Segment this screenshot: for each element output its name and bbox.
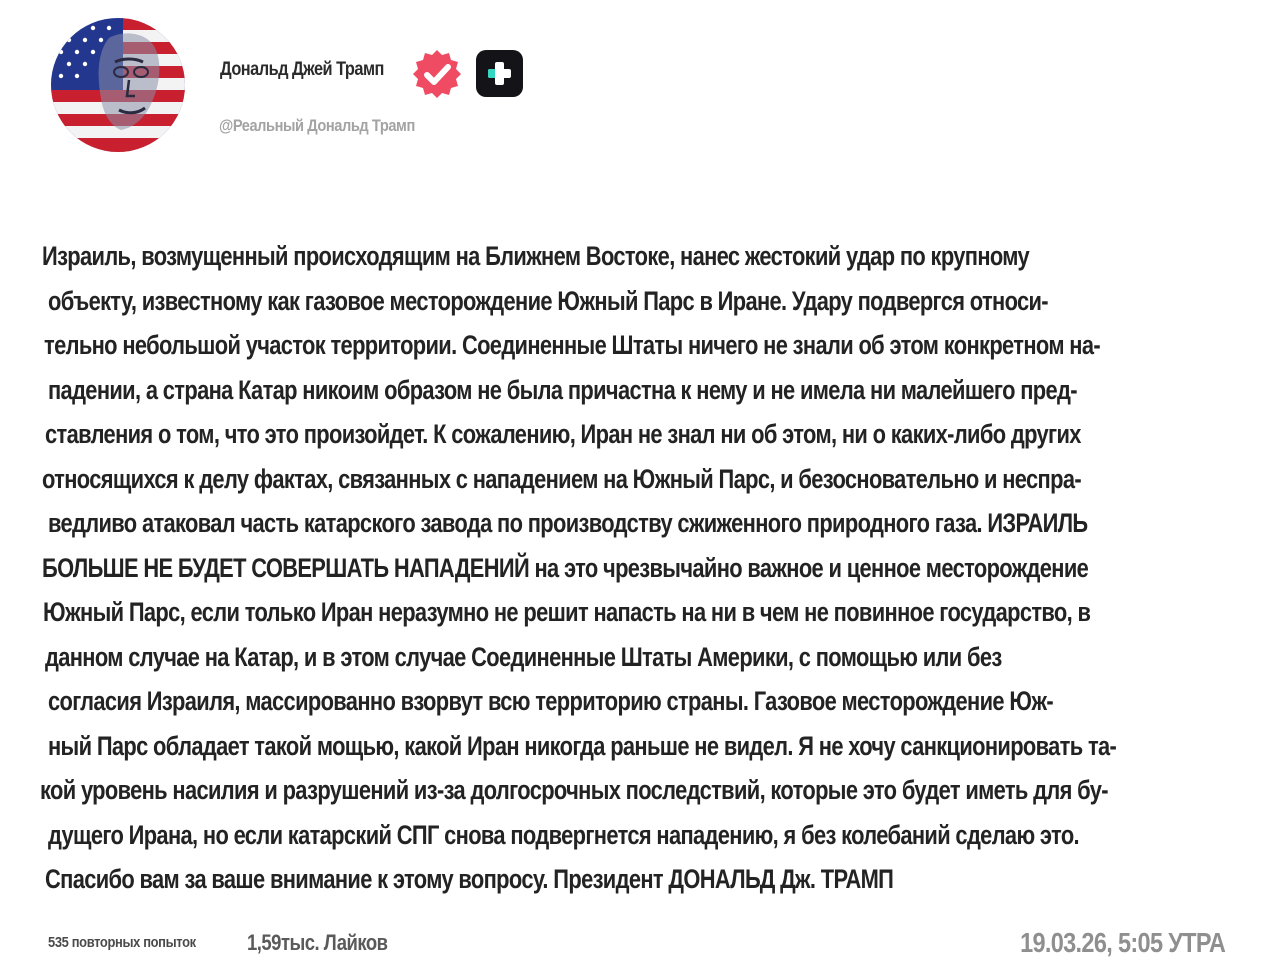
post-line: данном случае на Катар, и в этом случае Соединенные Штаты Америки, с помощью или без — [45, 641, 1002, 672]
user-handle[interactable]: @Реальный Дональд Трамп — [219, 116, 415, 135]
like-count[interactable]: 1,59тыс. Лайков — [247, 930, 388, 955]
post-line: БОЛЬШЕ НЕ БУДЕТ СОВЕРШАТЬ НАПАДЕНИЙ на это чрезвычайно важное и ценное месторождение — [42, 552, 1089, 583]
repost-count[interactable]: 535 повторных попыток — [48, 934, 196, 951]
post-text — [42, 234, 1252, 902]
post-line: Израиль, возмущенный происходящим на Ближнем Востоке, нанес жестокий удар по крупному — [42, 241, 1030, 271]
post-line: ведливо атаковал часть катарского завода по производству сжиженного природного газа. ИЗРАИЛЬ — [48, 508, 1088, 538]
post-line: дущего Ирана, но если катарский СПГ снова подвергнется нападению, я без колебаний сделаю это. — [48, 819, 1079, 850]
post-line: согласия Израиля, массированно взорвут всю территорию страны. Газовое месторождение Юж- — [48, 686, 1053, 716]
plus-app-icon[interactable] — [476, 50, 523, 97]
avatar[interactable] — [51, 18, 185, 152]
post-line: Южный Парс, если только Иран неразумно не решит напасть на ни в чем не повинное государство, в — [43, 597, 1091, 627]
post-line: падении, а страна Катар никоим образом не была причастна к нему и не имела ни малейшего пред- — [48, 374, 1077, 405]
verified-badge-icon — [410, 47, 464, 101]
post-line: кой уровень насилия и разрушений из-за долгосрочных последствий, которые это будет иметь для бу- — [40, 775, 1108, 805]
post-line: ставления о том, что это произойдет. К сожалению, Иран не знал ни об этом, ни о каких-либо других — [45, 419, 1081, 449]
display-name[interactable]: Дональд Джей Трамп — [220, 59, 384, 80]
post-line: относящихся к делу фактах, связанных с нападением на Южный Парс, и безосновательно и неспра- — [42, 463, 1081, 494]
flag-portrait-avatar — [51, 18, 185, 152]
post-line: ный Парс обладает такой мощью, какой Иран никогда раньше не видел. Я не хочу санкционировать та- — [48, 730, 1117, 761]
post-line: тельно небольшой участок территории. Соединенные Штаты ничего не знали об этом конкретном на- — [44, 330, 1100, 360]
post-line: объекту, известному как газовое месторождение Южный Парс в Иране. Удару подвергся относи- — [48, 285, 1048, 316]
post-timestamp: 19.03.26, 5:05 УТРА — [1019, 927, 1225, 958]
post-line: Спасибо вам за ваше внимание к этому вопросу. Президент ДОНАЛЬД Дж. ТРАМП — [45, 864, 894, 894]
